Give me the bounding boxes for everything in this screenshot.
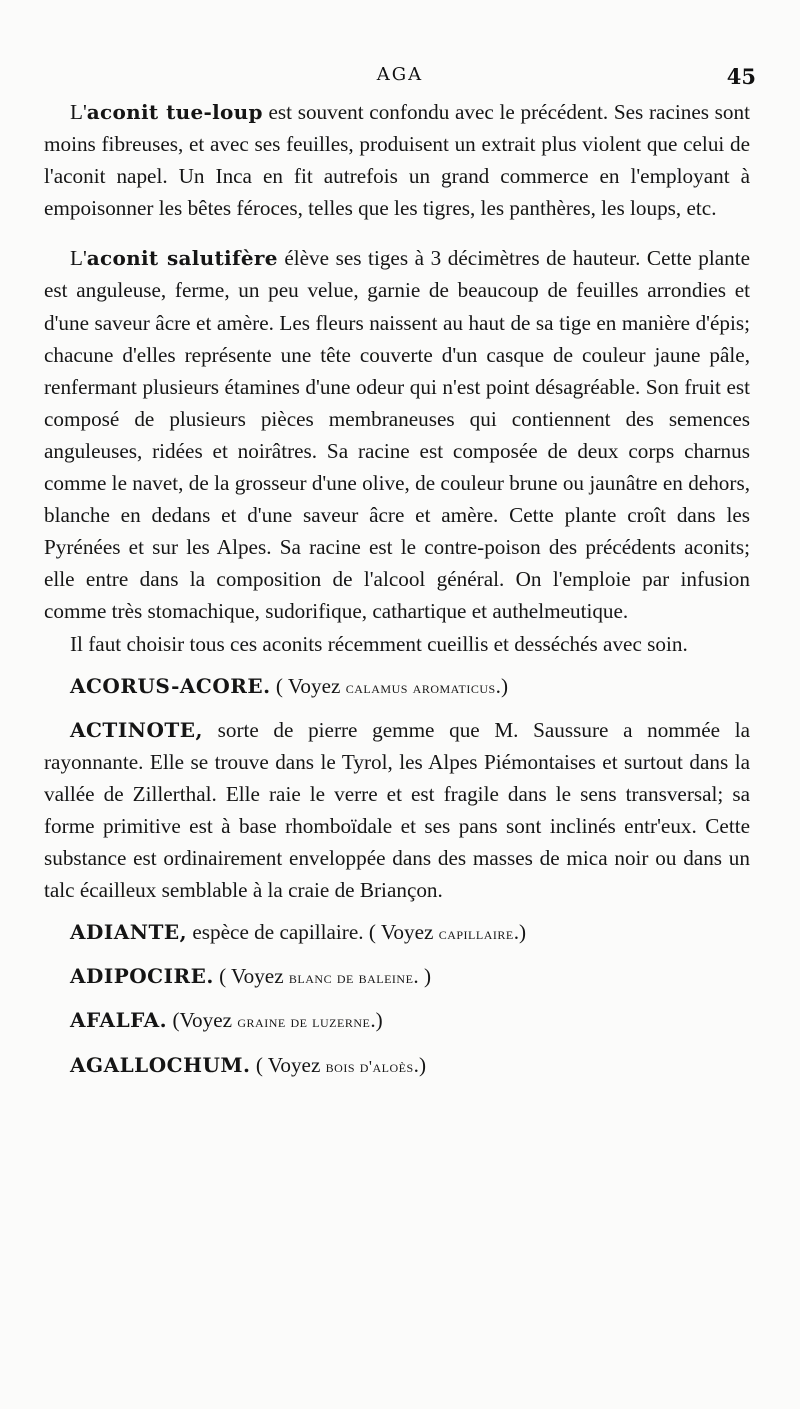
cross-reference: graine de luzerne xyxy=(237,1012,371,1032)
entry-text: ( Voyez xyxy=(250,1052,326,1077)
entry-text: sorte de pierre gemme que M. Saussure a nommée la rayonnante. Elle se trouve dans le Tyrol, les Alpes Piémontaises et surtout dans la vallée de Zillerthal. Elle raie le verre et est fragile dans le sens transversal; sa forme primitive est à base rhomboïdale et ses pans sont inclinés entr'eux. Cette substance est ordinairement enveloppée dans des masses de mica noir ou dans un talc écailleux semblable à la craie de Briançon. xyxy=(44,717,750,903)
entry-headword: ACORUS-ACORE. xyxy=(70,673,271,698)
paragraph-aconit-tue-loup xyxy=(44,96,750,224)
paragraph-aconit-salutifere xyxy=(44,242,750,627)
body-text xyxy=(44,96,750,1083)
entry-text: (Voyez xyxy=(167,1008,238,1033)
entry-afalfa xyxy=(44,1004,750,1038)
paragraph-text: élève ses tiges à 3 décimètres de hauteur. Cette plante est anguleuse, ferme, un peu velue, garnie de beaucoup de feuilles arrondies et d'une saveur âcre et amère. Les fleurs naissent au haut de sa tige en manière d'épis; chacune d'elles représente une tête couverte d'un casque de couleur jaune pâle, renfermant plusieurs étamines d'une odeur qui n'est point désagréable. Son fruit est composé de plusieurs pièces membraneuses qui contiennent des semences anguleuses, ridées et noirâtres. Sa racine est composée de deux corps charnus comme le navet, de la grosseur d'une olive, de couleur brune ou jaunâtre en dehors, blanche en dedans et d'une saveur âcre et amère. Cette plante croît dans les Pyrénées et sur les Alpes. Sa racine est le contre-poison des précédents aconits; elle entre dans la composition de l'alcool général. On l'emploie par infusion comme très stomachique, sudorifique, cathartique et authelmeutique. xyxy=(44,246,750,624)
species-name-aconit-salutifere: aconit salutifère xyxy=(86,246,278,271)
cross-reference: capillaire xyxy=(438,924,514,944)
species-name-aconit-tue-loup: aconit tue-loup xyxy=(86,100,263,124)
cross-reference: blanc de baleine xyxy=(288,968,414,988)
entry-text: ( Voyez xyxy=(270,673,346,698)
paragraph-choisir-aconits xyxy=(44,628,750,660)
entry-text: espèce de capillaire. ( Voyez xyxy=(187,920,439,945)
entry-headword: AFALFA. xyxy=(70,1008,168,1033)
entry-text-after: . ) xyxy=(413,964,432,989)
paragraph-article: L' xyxy=(70,246,87,271)
entry-text: ( Voyez xyxy=(213,964,289,989)
page-number: 45 xyxy=(726,64,756,89)
entry-text-after: .) xyxy=(413,1052,427,1077)
entry-headword: AGALLOCHUM. xyxy=(70,1052,251,1077)
entry-adiante xyxy=(44,916,750,950)
entry-actinote xyxy=(44,714,750,907)
entry-text-after: .) xyxy=(370,1008,383,1033)
running-head xyxy=(44,64,756,92)
paragraph-article: L' xyxy=(70,100,87,124)
entry-agallochum xyxy=(44,1049,750,1083)
paragraph-text: est souvent confondu avec le précédent. Ses racines sont moins fibreuses, et avec ses feuilles, produisent un extrait plus violent que celui de l'aconit napel. Un Inca en fit autrefois un grand commerce en l'employant à empoisonner les bêtes féroces, telles que les tigres, les panthères, les loups, etc. xyxy=(44,100,750,221)
cross-reference: bois d'aloès xyxy=(325,1056,414,1076)
entry-adipocire xyxy=(44,960,750,994)
paragraph-text: Il faut choisir tous ces aconits récemment cueillis et desséchés avec soin. xyxy=(70,631,688,656)
entry-text-after: .) xyxy=(513,920,527,945)
entry-headword: ACTINOTE, xyxy=(70,717,203,742)
entry-headword: ADIANTE, xyxy=(70,920,188,945)
entry-acorus-acore xyxy=(44,670,750,704)
entry-text-after: .) xyxy=(495,673,509,698)
entry-headword: ADIPOCIRE. xyxy=(70,964,214,989)
cross-reference: calamus aromaticus xyxy=(345,677,496,697)
running-title: AGA xyxy=(376,64,424,85)
